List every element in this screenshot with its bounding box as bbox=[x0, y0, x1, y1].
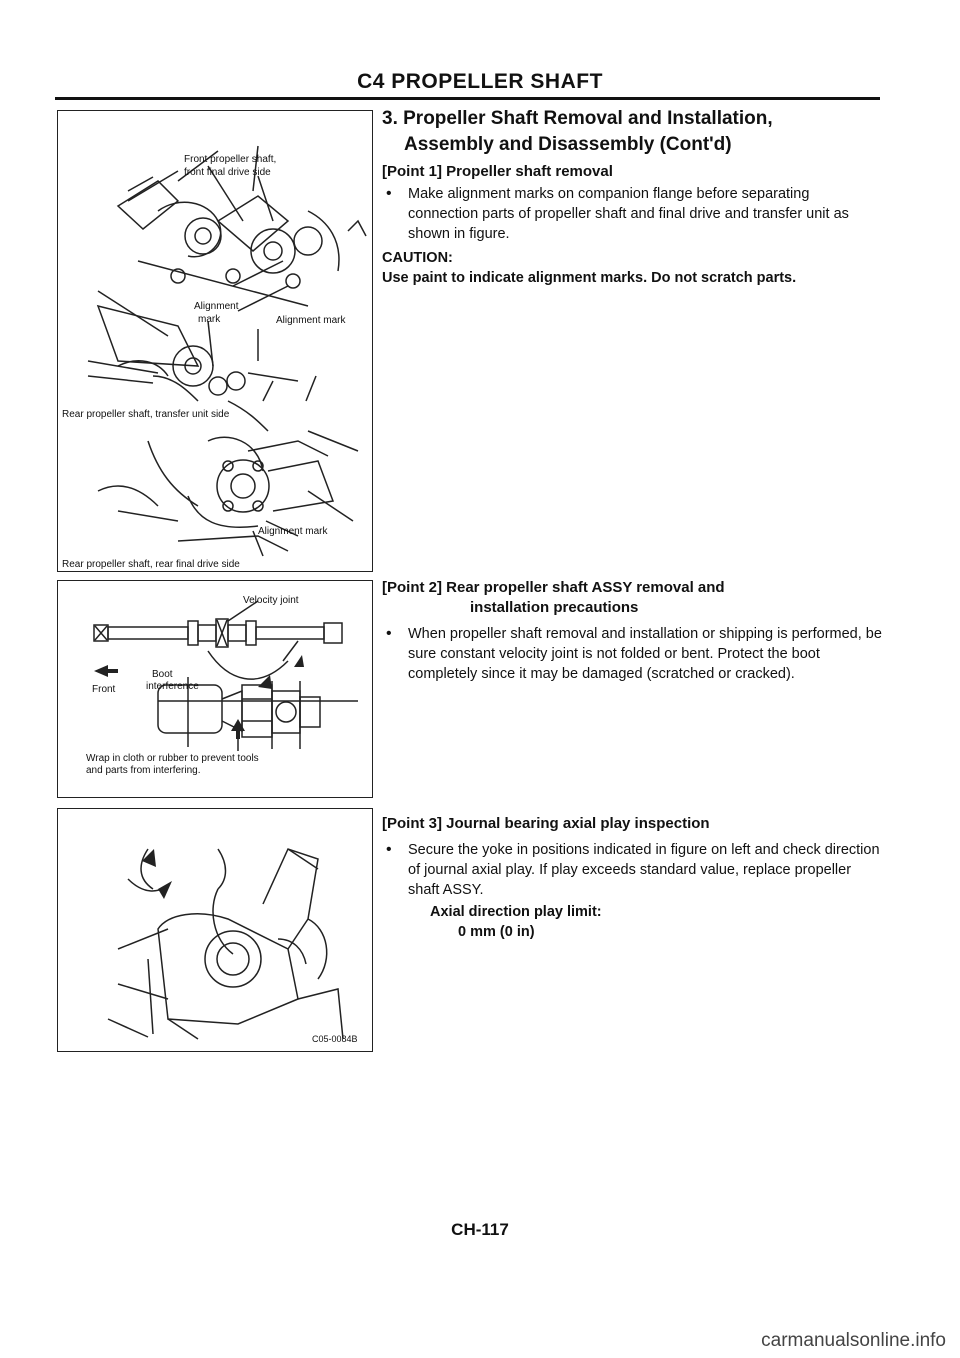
point2-heading bbox=[382, 578, 882, 618]
point3-heading: [Point 3] Journal bearing axial play inspection bbox=[382, 815, 710, 832]
point1-bullet: • Make alignment marks on companion flange before separating connection parts of propeller shaft and final drive and transfer unit as shown in figure. bbox=[382, 184, 882, 244]
figure-code: C05-0084B bbox=[312, 1034, 358, 1044]
label-alignment-mark-lower: Alignment mark bbox=[258, 526, 328, 537]
label-velocity-joint: Velocity joint bbox=[243, 595, 299, 606]
point3-spec bbox=[382, 902, 882, 942]
point1-caution-label: CAUTION: bbox=[382, 250, 453, 266]
page-number: CH-117 bbox=[451, 1220, 509, 1239]
header-rule bbox=[55, 97, 880, 100]
point3-spec-value: 0 mm (0 in) bbox=[458, 924, 535, 940]
point1-caution-text: Use paint to indicate alignment marks. Do not scratch parts. bbox=[382, 270, 797, 286]
alignment-marks-illustration bbox=[58, 111, 373, 572]
label-front-propeller-shaft-1: Front propeller shaft, bbox=[184, 154, 277, 165]
page-header-title: C4 PROPELLER SHAFT bbox=[357, 70, 603, 93]
point3-spec-label: Axial direction play limit: bbox=[430, 904, 602, 920]
point2-heading-line2: installation precautions bbox=[470, 599, 639, 616]
text-column bbox=[382, 106, 882, 940]
point1-heading: [Point 1] Propeller shaft removal bbox=[382, 163, 613, 180]
point2-block bbox=[382, 578, 882, 686]
caption-wrap-1: Wrap in cloth or rubber to prevent tools bbox=[86, 753, 259, 764]
point3-bullet: • Secure the yoke in positions indicated in figure on left and check direction of journal axial play. If play exceeds standard value, replace propeller shaft ASSY. bbox=[382, 840, 882, 900]
label-front: Front bbox=[92, 684, 116, 695]
journal-yoke-illustration bbox=[58, 809, 373, 1052]
figure-alignment-marks bbox=[57, 110, 373, 572]
point3-block bbox=[382, 814, 882, 942]
watermark: carmanualsonline.info bbox=[761, 1330, 946, 1351]
figure-velocity-joint bbox=[57, 580, 373, 798]
label-alignment-mark-left-2: mark bbox=[198, 314, 221, 325]
section-title-line2: Assembly and Disassembly (Cont'd) bbox=[404, 134, 732, 155]
label-alignment-mark-left-1: Alignment bbox=[194, 301, 239, 312]
section-title-line1: 3. Propeller Shaft Removal and Installation, bbox=[382, 108, 773, 129]
label-boot-1: Boot bbox=[152, 669, 173, 680]
label-front-propeller-shaft-2: front final drive side bbox=[184, 167, 271, 178]
point1-block bbox=[382, 162, 882, 288]
label-rear-final-side: Rear propeller shaft, rear final drive side bbox=[62, 559, 240, 570]
caption-wrap-2: and parts from interfering. bbox=[86, 765, 201, 776]
label-boot-2: interference bbox=[146, 681, 199, 692]
point2-heading-line1: [Point 2] Rear propeller shaft ASSY removal and bbox=[382, 579, 725, 596]
point2-bullet: • When propeller shaft removal and installation or shipping is performed, be sure constant velocity joint is not folded or bent. Protect the boot completely since it may be damaged (scratched or cracked). bbox=[382, 624, 882, 684]
label-alignment-mark-right: Alignment mark bbox=[276, 315, 346, 326]
figure-journal-yoke bbox=[57, 808, 373, 1052]
label-rear-transfer-side: Rear propeller shaft, transfer unit side bbox=[62, 409, 230, 420]
